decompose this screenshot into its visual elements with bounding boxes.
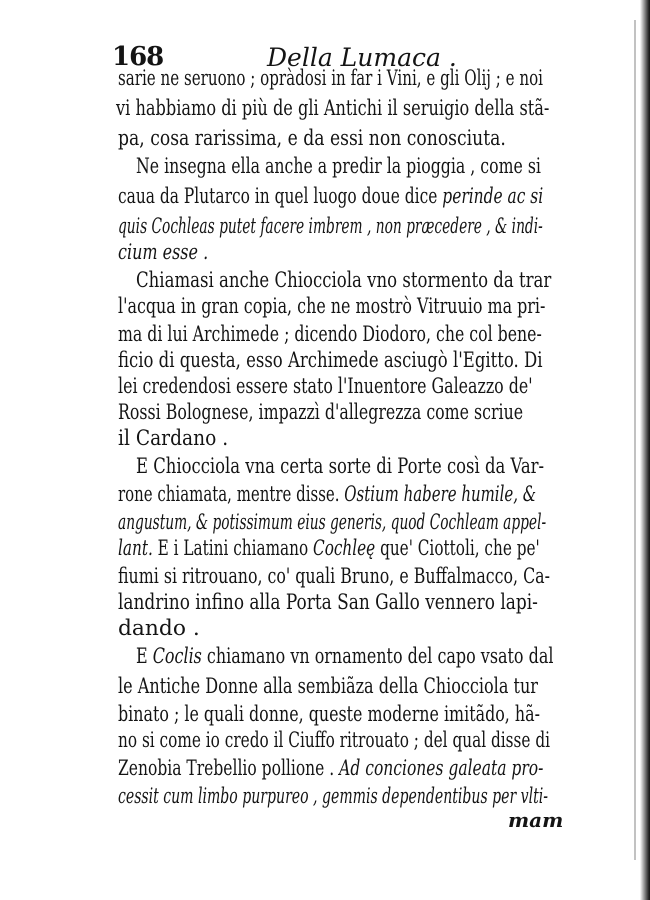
italic-segment: Ad conciones galeata pro- xyxy=(339,756,544,781)
italic-segment: Coclis xyxy=(152,644,202,669)
text-line xyxy=(118,782,548,812)
roman-segment: landrino infino alla Porta San Gallo vennero lapi- xyxy=(118,590,538,615)
roman-segment: binato ; le quali donne, queste moderne imitãdo, hã- xyxy=(118,702,540,727)
italic-segment: lant. xyxy=(118,536,153,561)
text-line xyxy=(118,754,543,784)
text-line xyxy=(118,614,200,644)
roman-segment: caua da Plutarco in quel luogo doue dice xyxy=(118,184,443,209)
text-line xyxy=(118,480,536,510)
roman-segment: Chiamasi anche Chiocciola vno stormento da trar xyxy=(136,268,552,293)
roman-segment: ma di lui Archimede ; dicendo Diodoro, che col bene- xyxy=(118,322,542,347)
roman-segment: Rossi Bolognese, impazzì d'allegrezza come scriue xyxy=(118,400,524,425)
text-line xyxy=(136,452,544,482)
text-line xyxy=(118,534,540,564)
italic-segment: quis Cochleas putet facere imbrem , non præcedere , & indi- xyxy=(118,214,543,239)
roman-segment: vi habbiamo di più de gli Antichi il seruigio della stã- xyxy=(116,96,550,121)
page-fold-line xyxy=(634,20,636,860)
text-line xyxy=(118,292,545,322)
text-line xyxy=(118,124,506,154)
roman-segment: Ne insegna ella anche a predir la pioggia , come si xyxy=(136,154,541,179)
text-line xyxy=(136,152,541,182)
text-line xyxy=(118,672,538,702)
roman-segment: sarie ne seruono ; opràdosi in far i Vini, e gli Olij ; e noi xyxy=(118,66,544,91)
text-line xyxy=(118,726,550,756)
roman-segment: le Antiche Donne alla sembiãza della Chiocciola tur xyxy=(118,674,538,699)
italic-segment: cium esse . xyxy=(118,240,209,265)
roman-segment: E Chiocciola vna certa sorte di Porte così da Var- xyxy=(136,454,545,479)
text-line xyxy=(118,64,543,94)
text-line xyxy=(118,424,228,454)
italic-segment: Cochleę xyxy=(313,536,376,561)
italic-segment: cessit cum limbo purpureo , gemmis dependentibus per vlti- xyxy=(118,784,548,809)
page-gutter-shadow xyxy=(640,0,650,900)
roman-segment: ficio di questa, esso Archimede asciugò l'Egitto. Di xyxy=(118,348,543,373)
roman-segment: que' Ciottoli, che pe' xyxy=(375,536,540,561)
text-line xyxy=(116,94,549,124)
italic-segment: perinde ac si xyxy=(442,184,544,209)
roman-segment: l'acqua in gran copia, che ne mostrò Vitruuio ma pri- xyxy=(118,294,546,319)
roman-segment: rone chiamata, mentre disse. xyxy=(118,482,345,507)
roman-segment: dando . xyxy=(118,616,200,641)
roman-segment: no si come io credo il Ciuffo ritrouato ; del qual disse di xyxy=(118,728,551,753)
roman-segment: pa, cosa rarissima, e da essi non conosciuta. xyxy=(118,126,506,151)
text-line xyxy=(118,182,543,212)
italic-segment: Ostium habere humile, & xyxy=(344,482,537,507)
roman-segment: chiamano vn ornamento del capo vsato dal xyxy=(201,644,554,669)
italic-segment: angustum, & potissimum eius generis, quod Cochleam appel- xyxy=(118,510,547,535)
running-title: Della Lumaca . xyxy=(267,43,457,72)
text-line xyxy=(136,642,553,672)
roman-segment: Zenobia Trebellio pollione . xyxy=(118,756,340,781)
roman-segment: lei credendosi essere stato l'Inuentore Galeazzo de' xyxy=(118,374,533,399)
roman-segment: il Cardano . xyxy=(118,426,229,451)
catchword: mam xyxy=(508,808,564,832)
roman-segment: E xyxy=(136,644,153,669)
text-line xyxy=(118,238,208,268)
roman-segment: fiumi si ritrouano, co' quali Bruno, e Buffalmacco, Ca- xyxy=(118,564,550,589)
page-number: 168 xyxy=(112,42,164,72)
roman-segment: E i Latini chiamano xyxy=(152,536,314,561)
